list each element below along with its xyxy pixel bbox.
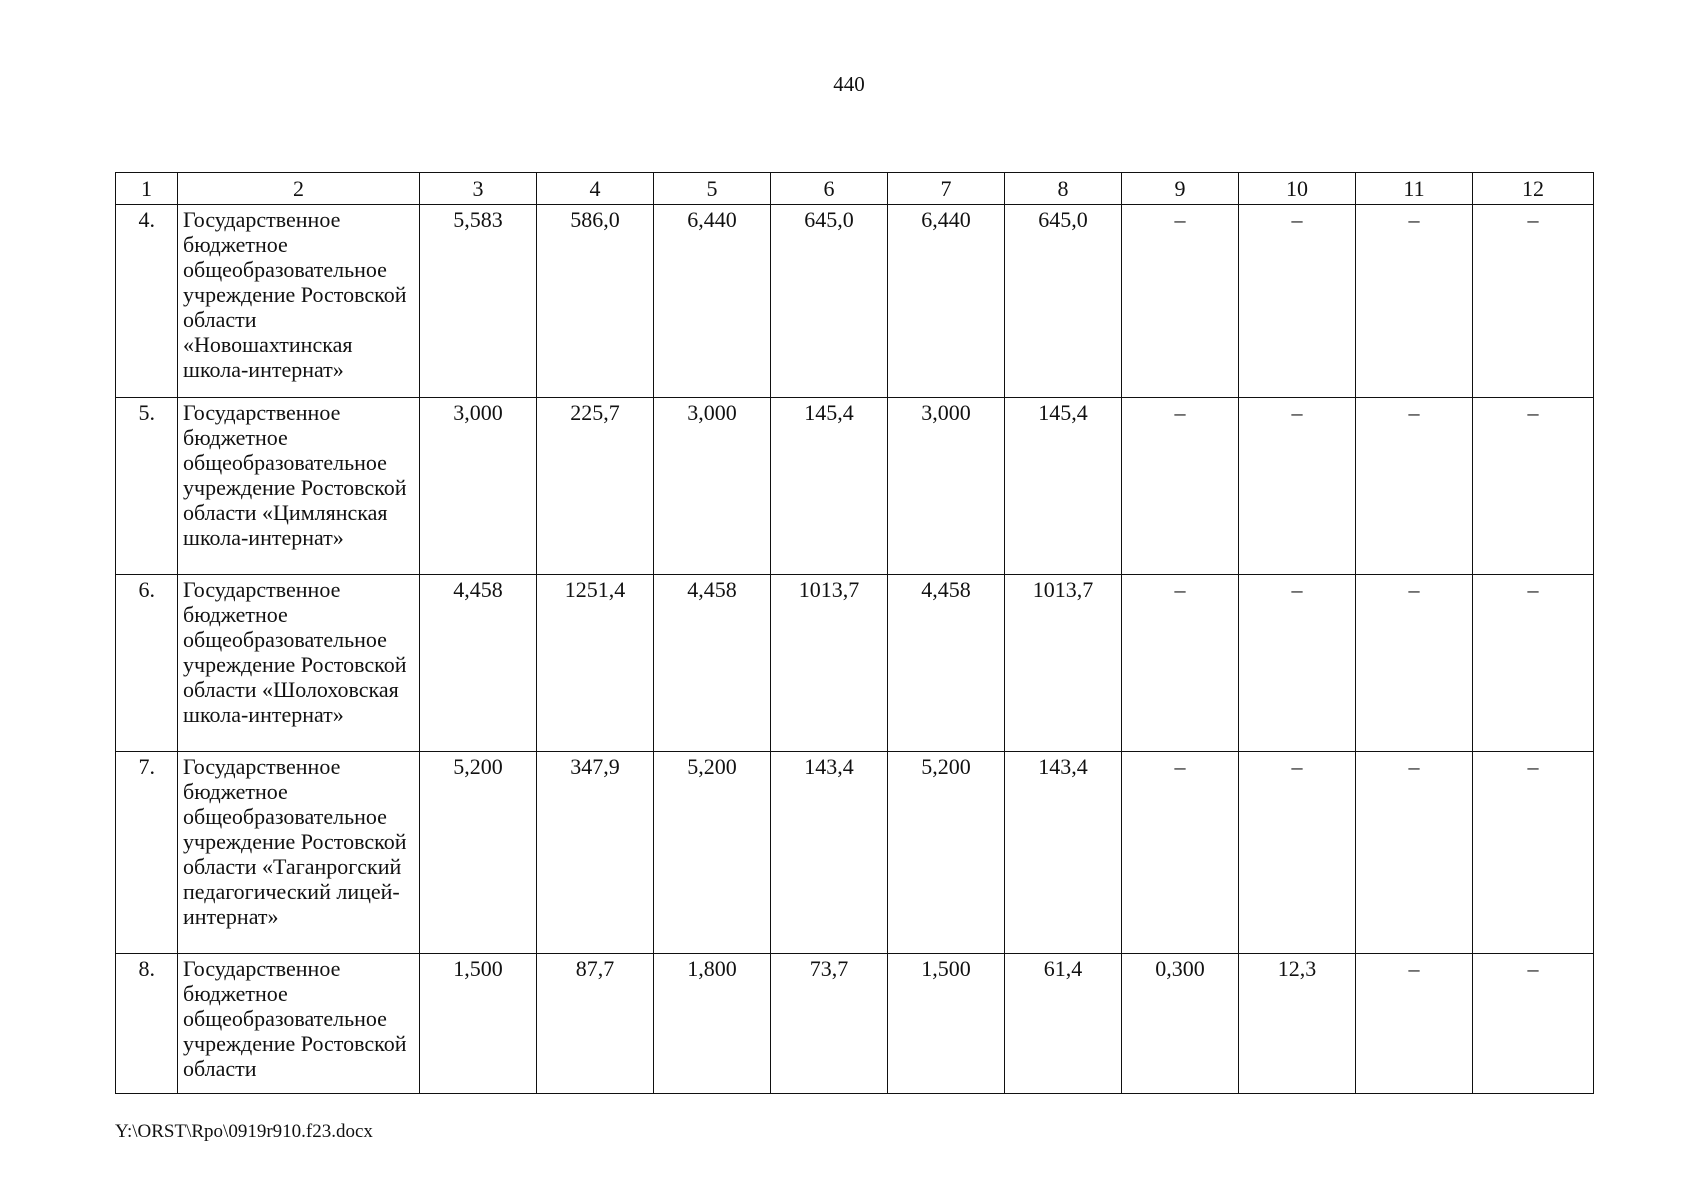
row-number: 5.: [116, 398, 178, 575]
value-cell: 586,0: [537, 205, 654, 398]
institution-name: Государственное бюджетное общеобразовательное учреждение Ростовской области «Цимлянская школа-интернат»: [178, 398, 420, 575]
value-cell: 1013,7: [771, 575, 888, 752]
value-cell: –: [1473, 398, 1594, 575]
value-cell: 1013,7: [1005, 575, 1122, 752]
header-cell: 5: [654, 173, 771, 205]
row-number: 8.: [116, 954, 178, 1094]
value-cell: 3,000: [420, 398, 537, 575]
data-table: [115, 172, 1594, 1094]
institution-name: Государственное бюджетное общеобразовательное учреждение Ростовской области «Таганрогский педагогический лицей-интернат»: [178, 752, 420, 954]
value-cell: –: [1473, 752, 1594, 954]
value-cell: –: [1356, 752, 1473, 954]
header-cell: 11: [1356, 173, 1473, 205]
header-cell: 2: [178, 173, 420, 205]
row-number: 4.: [116, 205, 178, 398]
value-cell: 87,7: [537, 954, 654, 1094]
value-cell: 1,500: [888, 954, 1005, 1094]
value-cell: 225,7: [537, 398, 654, 575]
header-cell: 1: [116, 173, 178, 205]
header-cell: 12: [1473, 173, 1594, 205]
header-cell: 7: [888, 173, 1005, 205]
value-cell: 5,200: [420, 752, 537, 954]
value-cell: 143,4: [771, 752, 888, 954]
value-cell: –: [1122, 205, 1239, 398]
page-number: 440: [833, 72, 865, 96]
value-cell: 143,4: [1005, 752, 1122, 954]
table-row: [116, 205, 1594, 398]
value-cell: 5,200: [654, 752, 771, 954]
value-cell: 12,3: [1239, 954, 1356, 1094]
institution-name: Государственное бюджетное общеобразовательное учреждение Ростовской области «Шолоховская школа-интернат»: [178, 575, 420, 752]
value-cell: –: [1239, 398, 1356, 575]
value-cell: 3,000: [654, 398, 771, 575]
value-cell: –: [1122, 398, 1239, 575]
value-cell: 73,7: [771, 954, 888, 1094]
value-cell: 6,440: [654, 205, 771, 398]
value-cell: 347,9: [537, 752, 654, 954]
value-cell: 4,458: [888, 575, 1005, 752]
header-cell: 9: [1122, 173, 1239, 205]
value-cell: 61,4: [1005, 954, 1122, 1094]
value-cell: –: [1473, 954, 1594, 1094]
value-cell: –: [1239, 205, 1356, 398]
value-cell: 5,583: [420, 205, 537, 398]
header-cell: 10: [1239, 173, 1356, 205]
footer-file-path: Y:\ORST\Rpo\0919r910.f23.docx: [115, 1121, 373, 1142]
value-cell: –: [1356, 205, 1473, 398]
institution-name: Государственное бюджетное общеобразовательное учреждение Ростовской области: [178, 954, 420, 1094]
table-row: [116, 954, 1594, 1094]
value-cell: 145,4: [1005, 398, 1122, 575]
table-header-row: [116, 173, 1594, 205]
value-cell: 1,800: [654, 954, 771, 1094]
table-row: [116, 752, 1594, 954]
value-cell: 1,500: [420, 954, 537, 1094]
value-cell: –: [1356, 398, 1473, 575]
header-cell: 8: [1005, 173, 1122, 205]
row-number: 7.: [116, 752, 178, 954]
header-cell: 6: [771, 173, 888, 205]
row-number: 6.: [116, 575, 178, 752]
value-cell: 645,0: [1005, 205, 1122, 398]
table-row: [116, 398, 1594, 575]
value-cell: 1251,4: [537, 575, 654, 752]
value-cell: 4,458: [654, 575, 771, 752]
value-cell: –: [1356, 954, 1473, 1094]
value-cell: 6,440: [888, 205, 1005, 398]
value-cell: –: [1473, 575, 1594, 752]
value-cell: –: [1122, 575, 1239, 752]
value-cell: 4,458: [420, 575, 537, 752]
institution-name: Государственное бюджетное общеобразовательное учреждение Ростовской области «Новошахтинская школа-интернат»: [178, 205, 420, 398]
value-cell: 3,000: [888, 398, 1005, 575]
value-cell: 0,300: [1122, 954, 1239, 1094]
value-cell: –: [1239, 575, 1356, 752]
value-cell: –: [1239, 752, 1356, 954]
value-cell: 145,4: [771, 398, 888, 575]
value-cell: –: [1122, 752, 1239, 954]
value-cell: –: [1473, 205, 1594, 398]
value-cell: 5,200: [888, 752, 1005, 954]
header-cell: 3: [420, 173, 537, 205]
header-cell: 4: [537, 173, 654, 205]
value-cell: 645,0: [771, 205, 888, 398]
value-cell: –: [1356, 575, 1473, 752]
table-row: [116, 575, 1594, 752]
